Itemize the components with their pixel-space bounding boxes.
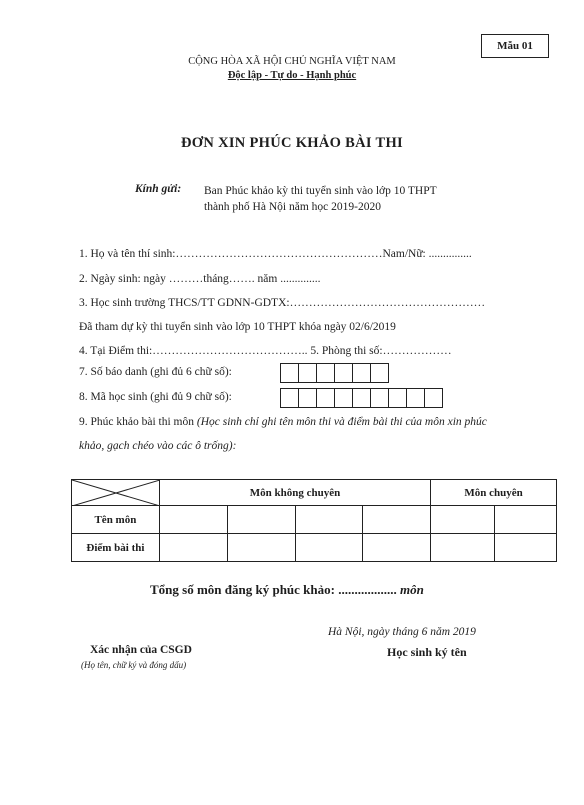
student-id-boxes[interactable] — [281, 388, 443, 408]
sbd-label: 7. Số báo danh (ghi đủ 6 chữ số): — [79, 366, 232, 378]
digit-box[interactable] — [352, 363, 371, 383]
digit-box[interactable] — [316, 363, 335, 383]
subject-label: 9. Phúc khảo bài thi môn — [79, 416, 194, 428]
subject-note-1: (Học sinh chỉ ghi tên môn thi và điểm bài thi của môn xin phúc — [196, 416, 487, 428]
special-subjects-header: Môn chuyên — [431, 480, 557, 506]
digit-box[interactable] — [316, 388, 335, 408]
digit-box[interactable] — [280, 363, 299, 383]
name-field[interactable]: 1. Họ và tên thí sinh:………………………………………………Nam/Nữ: ............... — [79, 248, 472, 260]
total-subjects-line[interactable] — [150, 582, 424, 598]
digit-box[interactable] — [406, 388, 425, 408]
addressee-line-1: Ban Phúc khảo kỳ thi tuyển sinh vào lớp 10 THPT — [204, 185, 437, 197]
digit-box[interactable] — [352, 388, 371, 408]
venue-room-field[interactable]: 4. Tại Điểm thi:………………………………….. 5. Phòng thi số:……………… — [79, 345, 452, 357]
digit-box[interactable] — [424, 388, 443, 408]
addressee-label: Kính gửi: — [135, 183, 182, 195]
national-motto: Độc lập - Tự do - Hạnh phúc — [227, 70, 357, 81]
score-cell[interactable] — [431, 534, 495, 562]
national-title: CỘNG HÒA XÃ HỘI CHỦ NGHĨA VIỆT NAM — [188, 56, 396, 67]
score-row-label: Điểm bài thi — [72, 534, 160, 562]
digit-box[interactable] — [370, 363, 389, 383]
score-cell[interactable] — [495, 534, 557, 562]
digit-box[interactable] — [280, 388, 299, 408]
digit-box[interactable] — [334, 363, 353, 383]
subject-name-cell[interactable] — [363, 506, 431, 534]
score-cell[interactable] — [295, 534, 363, 562]
form-code-badge: Mẫu 01 — [481, 34, 549, 58]
subject-name-cell[interactable] — [295, 506, 363, 534]
subject-name-row-label: Tên môn — [72, 506, 160, 534]
digit-box[interactable] — [298, 388, 317, 408]
school-confirmation-note: (Họ tên, chữ ký và đóng dấu) — [81, 660, 187, 670]
student-signature-label: Học sinh ký tên — [387, 645, 467, 659]
crossed-corner-cell — [72, 480, 160, 506]
digit-box[interactable] — [370, 388, 389, 408]
school-confirmation-title: Xác nhận của CSGD — [90, 644, 192, 656]
subject-instruction — [79, 416, 487, 428]
subject-score-table — [71, 479, 557, 562]
subject-name-cell[interactable] — [227, 506, 295, 534]
digit-box[interactable] — [388, 388, 407, 408]
sbd-boxes[interactable] — [281, 363, 389, 383]
digit-box[interactable] — [298, 363, 317, 383]
score-cell[interactable] — [159, 534, 227, 562]
addressee-line-2: thành phố Hà Nội năm học 2019-2020 — [204, 201, 381, 213]
motto-wrap — [0, 70, 584, 81]
dob-field[interactable]: 2. Ngày sinh: ngày ………tháng……. năm .............. — [79, 273, 321, 285]
student-id-label: 8. Mã học sinh (ghi đủ 9 chữ số): — [79, 391, 232, 403]
exam-note: Đã tham dự kỳ thi tuyển sinh vào lớp 10 THPT khóa ngày 02/6/2019 — [79, 321, 396, 333]
subject-name-cell[interactable] — [159, 506, 227, 534]
place-date: Hà Nội, ngày tháng 6 năm 2019 — [328, 626, 476, 638]
total-subjects-unit: môn — [399, 582, 424, 597]
total-subjects-label: Tổng số môn đăng ký phúc khảo: .................. — [150, 582, 397, 597]
score-cell[interactable] — [227, 534, 295, 562]
subject-name-cell[interactable] — [431, 506, 495, 534]
cross-mark-icon — [72, 480, 160, 506]
school-field[interactable]: 3. Học sinh trường THCS/TT GDNN-GDTX:…………………………………………… — [79, 297, 486, 309]
subject-name-cell[interactable] — [495, 506, 557, 534]
form-title: ĐƠN XIN PHÚC KHẢO BÀI THI — [181, 135, 403, 151]
addressee-text — [204, 183, 437, 215]
digit-box[interactable] — [334, 388, 353, 408]
general-subjects-header: Môn không chuyên — [159, 480, 430, 506]
score-cell[interactable] — [363, 534, 431, 562]
subject-note-2: khảo, gạch chéo vào các ô trống): — [79, 440, 237, 452]
